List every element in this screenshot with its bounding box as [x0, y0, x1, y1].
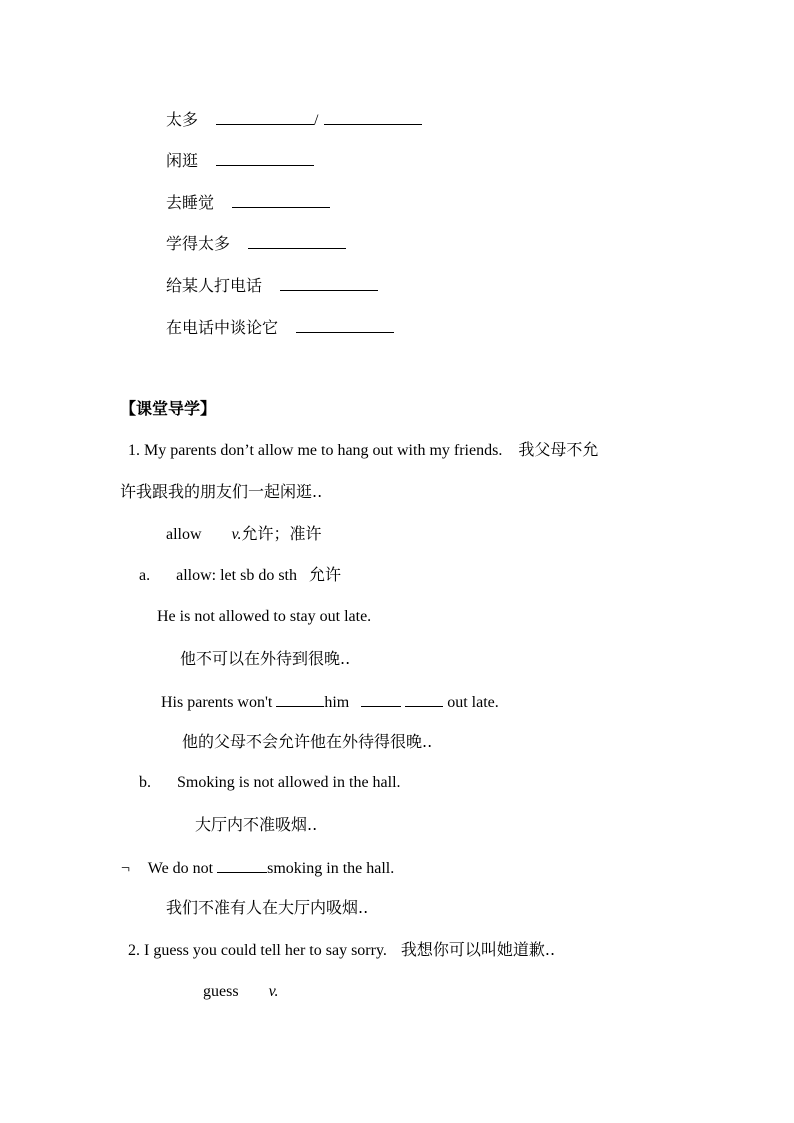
point-b-chinese: 大厅内不准吸烟..	[195, 815, 318, 834]
separator: /	[314, 112, 319, 129]
point-b	[139, 773, 401, 793]
entry-pos: v.	[231, 526, 242, 543]
example-b-post: smoking in the hall.	[267, 860, 395, 877]
vocab-label: 在电话中谈论它	[166, 318, 279, 337]
example-a2-chinese: 他的父母不会允许他在外待得很晚..	[182, 732, 433, 751]
point-a-marker: a.	[139, 567, 151, 584]
section-title: 【课堂导学】	[120, 399, 217, 418]
point-a-english: allow: let sb do sth	[176, 567, 297, 584]
vocab-row	[166, 232, 346, 255]
item-2-chinese: 我想你可以叫她道歉..	[400, 940, 556, 959]
example-b-pre: We do not	[147, 860, 214, 877]
example-a2-mid: him	[324, 694, 350, 711]
bullet-mark: ¬	[121, 860, 131, 877]
item-1-chinese-part2: 许我跟我的朋友们一起闲逛..	[120, 482, 323, 501]
vocab-row	[166, 108, 422, 131]
item-1-sentence	[128, 440, 598, 461]
answer-blank[interactable]	[280, 274, 378, 291]
example-b-chinese: 我们不准有人在大厅内吸烟..	[166, 898, 369, 917]
example-a1-english: He is not allowed to stay out late.	[157, 608, 372, 625]
entry-word: guess	[203, 983, 239, 1000]
vocab-row	[166, 274, 378, 297]
vocab-row	[166, 149, 314, 172]
vocab-label: 太多	[166, 110, 199, 129]
point-a	[139, 565, 341, 586]
answer-blank[interactable]	[248, 232, 346, 249]
vocab-row	[166, 316, 394, 339]
vocab-label: 学得太多	[166, 234, 231, 253]
point-b-english: Smoking is not allowed in the hall.	[177, 774, 401, 791]
example-a2-pre: His parents won't	[161, 694, 273, 711]
answer-blank[interactable]	[361, 690, 401, 707]
answer-blank[interactable]	[405, 690, 443, 707]
point-b-marker: b.	[139, 774, 151, 791]
item-2-sentence	[128, 940, 555, 961]
answer-blank[interactable]	[276, 690, 324, 707]
example-a2-post: out late.	[447, 694, 499, 711]
answer-blank[interactable]	[217, 856, 267, 873]
point-a-chinese: 允许	[309, 565, 342, 584]
vocab-label: 去睡觉	[166, 193, 215, 212]
item-1-english: 1. My parents don’t allow me to hang out with my friends.	[128, 442, 503, 459]
entry-pos: v.	[268, 983, 279, 1000]
item-2-english: 2. I guess you could tell her to say sorry.	[128, 942, 387, 959]
vocab-label: 闲逛	[166, 151, 199, 170]
entry-meaning: 允许；准许	[241, 524, 322, 543]
answer-blank[interactable]	[324, 108, 422, 125]
example-b-english	[121, 856, 394, 879]
guess-entry	[203, 982, 278, 1002]
allow-entry	[166, 524, 321, 545]
example-a2-english	[161, 690, 499, 713]
answer-blank[interactable]	[216, 108, 314, 125]
answer-blank[interactable]	[216, 149, 314, 166]
answer-blank[interactable]	[296, 316, 394, 333]
vocab-label: 给某人打电话	[166, 276, 263, 295]
example-a1-chinese: 他不可以在外待到很晚..	[180, 649, 351, 668]
answer-blank[interactable]	[232, 191, 330, 208]
entry-word: allow	[166, 526, 202, 543]
item-1-chinese-part1: 我父母不允	[518, 440, 599, 459]
vocab-row	[166, 191, 330, 214]
